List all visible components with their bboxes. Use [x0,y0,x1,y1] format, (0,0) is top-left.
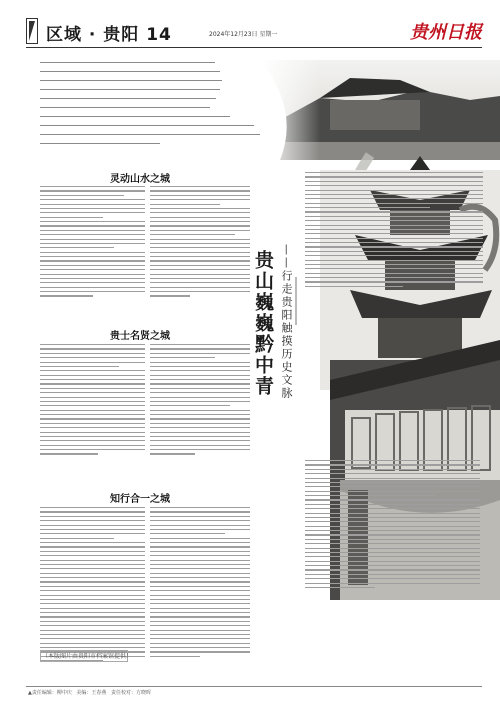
footer-rule [26,686,482,687]
section-marker-icon [26,18,38,44]
section-title-knowledge-action: 知行合一之城 [110,494,170,505]
section-text-landscape-col2 [150,186,250,300]
editor-credits: ▲责任编辑：柳中庆 美编：王春燕 责任校对：方晓晖 [28,690,152,696]
article-subheadline: ——行走贵阳触摸历史文脉 [280,244,293,400]
section-text-knowledge-col1 [40,507,145,665]
section-label: 区域 · 贵阳 14 [46,25,172,45]
byline-decoration [293,277,299,325]
issue-date: 2024年12月23日 星期一 [209,31,278,38]
newspaper-logo: 贵州日报 [410,22,482,43]
masthead-rule [26,47,482,48]
section-text-knowledge-col2 [150,507,250,660]
photo-credit: （本版图片由贵阳市档案馆提供） [42,653,133,660]
section-text-scholars-col1 [40,344,145,458]
section-title-landscape: 灵动山水之城 [110,174,170,185]
right-column-text-lower [305,460,480,591]
section-title-scholars: 贵士名贤之城 [110,331,170,342]
article-headline: 贵山巍巍黔中青 [252,250,274,397]
section-text-landscape-col1 [40,186,145,300]
page-masthead [26,18,482,46]
right-column-text-upper [305,172,483,290]
intro-paragraph [40,62,270,157]
section-text-scholars-col2 [150,344,250,458]
